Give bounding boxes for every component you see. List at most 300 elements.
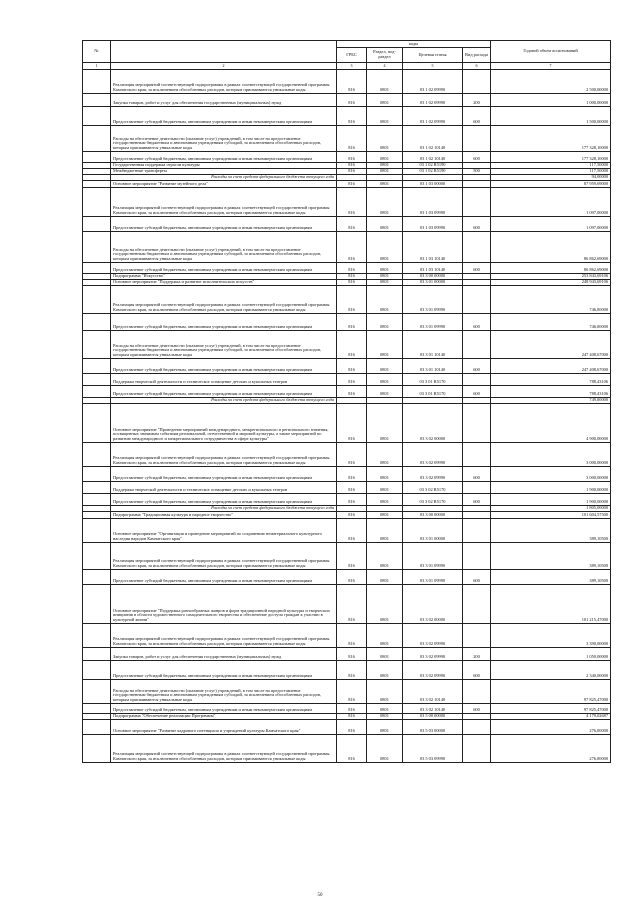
item-name-cell: Подпрограмма "Обеспечение реализации Программы": [111, 714, 337, 720]
annual-sum-cell: 2 500,00000: [491, 70, 611, 94]
expense-type-cell: 600: [463, 314, 491, 331]
target-article-cell: 03 3 01 00000: [403, 280, 463, 286]
grbs-cell: 816: [337, 232, 367, 263]
annual-sum-cell: 1 000,00000: [491, 94, 611, 107]
header-annual-sum: Годовой объем ассигнований: [491, 41, 611, 63]
item-name-cell: Предоставление субсидий бюджетным, автономным учреждениям и иным некоммерческим организациям: [111, 152, 337, 163]
razdel-cell: 0801: [367, 404, 403, 443]
razdel-cell: 0801: [367, 624, 403, 648]
table-row: [83, 543, 611, 570]
grbs-cell: 816: [337, 314, 367, 331]
annual-sum-cell: 746,00000: [491, 314, 611, 331]
target-article-cell: 03 1 02 10140: [403, 126, 463, 152]
item-name-cell: Основное мероприятие "Организация и проведение мероприятий по сохранению нематериального культурного наследия народов Камчатского края": [111, 519, 337, 543]
annual-sum-cell: 4 179,02687: [491, 714, 611, 720]
row-number-cell: [83, 94, 111, 107]
page-number: 50: [317, 893, 323, 898]
table-row: [83, 374, 611, 386]
item-name-cell: Основное мероприятие "Развитие музейного дела": [111, 181, 337, 188]
annual-sum-cell: 1 900,00000: [491, 494, 611, 506]
expense-type-cell: 600: [463, 152, 491, 163]
item-name-cell: Поддержка творческой деятельности и техническое оснащение детских и кукольных театров: [111, 374, 337, 386]
razdel-cell: 0801: [367, 680, 403, 704]
target-article-cell: 03 3 02 R5170: [403, 494, 463, 506]
expense-type-cell: 600: [463, 263, 491, 274]
annual-sum-cell: 117,50000: [491, 163, 611, 169]
target-article-cell: 03 1 02 09990: [403, 94, 463, 107]
razdel-cell: 0801: [367, 543, 403, 570]
row-number-cell: [83, 181, 111, 188]
item-name-cell: Реализация мероприятий соответствующей подпрограммы в рамках соответствующей государственной программы Камчатского края, за исключением обособленных расходов, которым присваиваются уникальные коды: [111, 188, 337, 217]
grbs-cell: 816: [337, 624, 367, 648]
table-row: [83, 735, 611, 763]
header-name: [111, 41, 337, 63]
table-row: [83, 152, 611, 163]
row-number-cell: [83, 374, 111, 386]
table-row: [83, 286, 611, 314]
grbs-cell: 816: [337, 152, 367, 163]
item-name-cell: Основное мероприятие "Поддержка разнообразных жанров и форм традиционной народной культуры и творческих инициатив в области художественного самодеятельного творчества и обеспечение доступа граждан к участию в культурной жизни": [111, 585, 337, 624]
table-row: [83, 585, 611, 624]
razdel-cell: 0801: [367, 720, 403, 735]
expense-type-cell: [463, 735, 491, 763]
razdel-cell: 0801: [367, 714, 403, 720]
column-number: 5: [403, 63, 463, 70]
razdel-cell: 0801: [367, 70, 403, 94]
item-name-cell: Расходы за счет средств федерального бюджета текущего года: [111, 506, 337, 512]
annual-sum-cell: 3 000,00000: [491, 467, 611, 482]
annual-sum-cell: 86 862,69000: [491, 263, 611, 274]
grbs-cell: 816: [337, 680, 367, 704]
target-article-cell: 03 3 01 10140: [403, 359, 463, 374]
target-article-cell: 03 1 02 R5190: [403, 163, 463, 169]
target-article-cell: 03 3 02 10140: [403, 704, 463, 714]
table-header: [83, 41, 611, 70]
item-name-cell: Предоставление субсидий бюджетным, автономным учреждениям и иным некоммерческим организациям: [111, 661, 337, 680]
row-number-cell: [83, 624, 111, 648]
table-row: [83, 720, 611, 735]
razdel-cell: 0801: [367, 374, 403, 386]
grbs-cell: 816: [337, 661, 367, 680]
razdel-cell: 0801: [367, 217, 403, 232]
annual-sum-cell: 1 097,00000: [491, 188, 611, 217]
row-number-cell: [83, 735, 111, 763]
table-row: [83, 188, 611, 217]
item-name-cell: Предоставление субсидий бюджетным, автономным учреждениям и иным некоммерческим организациям: [111, 704, 337, 714]
table-row: [83, 70, 611, 94]
expense-type-cell: [463, 126, 491, 152]
row-number-cell: [83, 482, 111, 494]
expense-type-cell: [463, 512, 491, 519]
grbs-cell: 816: [337, 263, 367, 274]
annual-sum-cell: 276,00000: [491, 720, 611, 735]
row-number-cell: [83, 570, 111, 585]
item-name-cell: Реализация мероприятий соответствующей подпрограммы в рамках соответствующей государственной программы Камчатского края, за исключением обособленных расходов, которым присваиваются уникальные коды: [111, 624, 337, 648]
target-article-cell: 03 3 00 00000: [403, 274, 463, 280]
expense-type-cell: [463, 181, 491, 188]
item-name-cell: Предоставление субсидий бюджетным, автономным учреждениям и иным некоммерческим организациям: [111, 263, 337, 274]
document-page: [82, 40, 610, 763]
table-row: [83, 704, 611, 714]
target-article-cell: 03 3 02 00000: [403, 404, 463, 443]
grbs-cell: 816: [337, 494, 367, 506]
item-name-cell: Расходы на обеспечение деятельности (оказание услуг) учреждений, в том числе на предоставление государственным бюджетным и автономным учреждениям субсидий, за исключением обособленных расходов, которым присваиваются уникальные коды: [111, 232, 337, 263]
item-name-cell: Предоставление субсидий бюджетным, автономным учреждениям и иным некоммерческим организациям: [111, 359, 337, 374]
expense-type-cell: [463, 286, 491, 314]
annual-sum-cell: 389,10500: [491, 519, 611, 543]
column-number: 3: [337, 63, 367, 70]
annual-sum-cell: 247 408,67000: [491, 359, 611, 374]
grbs-cell: 816: [337, 519, 367, 543]
row-number-cell: [83, 386, 111, 398]
row-number-cell: [83, 680, 111, 704]
row-number-cell: [83, 543, 111, 570]
target-article-cell: 03 3 01 R5170: [403, 374, 463, 386]
annual-sum-cell: 2 340,00000: [491, 661, 611, 680]
column-numbers-row: [83, 63, 611, 70]
header-razdel: Раздел, под-раздел: [367, 48, 403, 63]
expense-type-cell: 200: [463, 94, 491, 107]
row-number-cell: [83, 331, 111, 359]
row-number-cell: [83, 494, 111, 506]
grbs-cell: 816: [337, 181, 367, 188]
razdel-cell: 0801: [367, 314, 403, 331]
target-article-cell: 03 5 00 00000: [403, 714, 463, 720]
annual-sum-cell: 1 097,00000: [491, 217, 611, 232]
item-name-cell: Закупка товаров, работ и услуг для обеспечения государственных (муниципальных) нужд: [111, 94, 337, 107]
expense-type-cell: [463, 232, 491, 263]
target-article-cell: 03 1 03 10140: [403, 232, 463, 263]
razdel-cell: 0801: [367, 263, 403, 274]
annual-sum-cell: 3 000,00000: [491, 443, 611, 467]
expense-type-cell: [463, 543, 491, 570]
item-name-cell: Реализация мероприятий соответствующей подпрограммы в рамках соответствующей государственной программы Камчатского края, за исключением обособленных расходов, которым присваиваются уникальные коды: [111, 735, 337, 763]
grbs-cell: 816: [337, 188, 367, 217]
grbs-cell: 816: [337, 720, 367, 735]
target-article-cell: 03 1 03 10140: [403, 263, 463, 274]
target-article-cell: 03 1 03 00000: [403, 181, 463, 188]
expense-type-cell: 200: [463, 648, 491, 661]
header-target-article: Целевая статья: [403, 48, 463, 63]
target-article-cell: 03 1 02 09990: [403, 107, 463, 126]
target-article-cell: 03 3 01 R5170: [403, 386, 463, 398]
row-number-cell: [83, 152, 111, 163]
razdel-cell: 0801: [367, 280, 403, 286]
annual-sum-cell: 97 825,47000: [491, 680, 611, 704]
expense-type-cell: 600: [463, 467, 491, 482]
grbs-cell: 816: [337, 482, 367, 494]
table-row: [83, 570, 611, 585]
target-article-cell: 03 3 01 00000: [403, 519, 463, 543]
razdel-cell: 0801: [367, 570, 403, 585]
grbs-cell: 816: [337, 704, 367, 714]
grbs-cell: 816: [337, 94, 367, 107]
target-article-cell: 03 5 03 00000: [403, 720, 463, 735]
annual-sum-cell: 86 862,69000: [491, 232, 611, 263]
annual-sum-cell: 1 805,00000: [491, 506, 611, 512]
expense-type-cell: [463, 624, 491, 648]
annual-sum-cell: 1 900,00000: [491, 482, 611, 494]
annual-sum-cell: 247 408,67000: [491, 331, 611, 359]
table-row: [83, 314, 611, 331]
razdel-cell: 0801: [367, 163, 403, 169]
annual-sum-cell: 4 900,00000: [491, 404, 611, 443]
razdel-cell: 0801: [367, 519, 403, 543]
annual-sum-cell: 1 050,00000: [491, 648, 611, 661]
table-row: [83, 181, 611, 188]
target-article-cell: 03 3 01 10140: [403, 331, 463, 359]
grbs-cell: 816: [337, 386, 367, 398]
razdel-cell: 0801: [367, 181, 403, 188]
table-row: [83, 680, 611, 704]
row-number-cell: [83, 314, 111, 331]
item-name-cell: Основное мероприятие "Поддержка и развитие исполнительских искусств": [111, 280, 337, 286]
grbs-cell: 816: [337, 70, 367, 94]
grbs-cell: 816: [337, 714, 367, 720]
item-name-cell: Реализация мероприятий соответствующей подпрограммы в рамках соответствующей государственной программы Камчатского края, за исключением обособленных расходов, которым присваиваются уникальные коды: [111, 443, 337, 467]
expense-type-cell: 600: [463, 661, 491, 680]
table-row: [83, 404, 611, 443]
expense-type-cell: [463, 188, 491, 217]
grbs-cell: 816: [337, 374, 367, 386]
item-name-cell: Реализация мероприятий соответствующей подпрограммы в рамках соответствующей государственной программы Камчатского края, за исключением обособленных расходов, которым присваиваются уникальные коды: [111, 286, 337, 314]
row-number-cell: [83, 188, 111, 217]
annual-sum-cell: 389,10500: [491, 543, 611, 570]
target-article-cell: 03 1 02 10140: [403, 152, 463, 163]
razdel-cell: 0801: [367, 331, 403, 359]
razdel-cell: 0801: [367, 359, 403, 374]
expense-type-cell: [463, 519, 491, 543]
razdel-cell: 0801: [367, 704, 403, 714]
row-number-cell: [83, 263, 111, 274]
row-number-cell: [83, 585, 111, 624]
table-row: [83, 386, 611, 398]
expense-type-cell: [463, 70, 491, 94]
item-name-cell: Поддержка творческой деятельности и техническое оснащение детских и кукольных театров: [111, 482, 337, 494]
item-name-cell: Государственная поддержка отрасли культуры: [111, 163, 337, 169]
razdel-cell: 0801: [367, 482, 403, 494]
grbs-cell: 816: [337, 443, 367, 467]
grbs-cell: 816: [337, 169, 367, 175]
annual-sum-cell: 389,10500: [491, 570, 611, 585]
row-number-cell: [83, 648, 111, 661]
razdel-cell: 0801: [367, 661, 403, 680]
grbs-cell: 816: [337, 126, 367, 152]
table-row: [83, 519, 611, 543]
razdel-cell: 0801: [367, 107, 403, 126]
item-name-cell: Расходы на обеспечение деятельности (оказание услуг) учреждений, в том числе на предоставление государственным бюджетным и автономным учреждениям субсидий, за исключением обособленных расходов, которым присваиваются уникальные коды: [111, 680, 337, 704]
column-number: 6: [463, 63, 491, 70]
item-name-cell: Предоставление субсидий бюджетным, автономным учреждениям и иным некоммерческим организациям: [111, 570, 337, 585]
annual-sum-cell: 788,43106: [491, 386, 611, 398]
razdel-cell: 0801: [367, 386, 403, 398]
table-row: [83, 494, 611, 506]
table-row: [83, 661, 611, 680]
row-number-cell: [83, 704, 111, 714]
item-name-cell: Межбюджетные трансферты: [111, 169, 337, 175]
grbs-cell: 816: [337, 331, 367, 359]
expense-type-cell: 600: [463, 107, 491, 126]
row-number-cell: [83, 232, 111, 263]
table-row: [83, 624, 611, 648]
table-row: [83, 482, 611, 494]
razdel-cell: 0801: [367, 94, 403, 107]
column-number: 1: [83, 63, 111, 70]
annual-sum-cell: 788,43106: [491, 374, 611, 386]
expense-type-cell: [463, 374, 491, 386]
item-name-cell: Основное мероприятие "Проведение мероприятий международного, межрегионального и регионального значения, посвященных значимым событиям региональной, отечественной и мировой культуры, а также мероприятий по развитию международного и межрегионального сотрудничества в сфере культуры": [111, 404, 337, 443]
row-number-cell: [83, 217, 111, 232]
item-name-cell: Расходы за счет средств федерального бюджета текущего года: [111, 398, 337, 404]
table-body: [83, 70, 611, 763]
target-article-cell: 03 3 01 09990: [403, 543, 463, 570]
grbs-cell: 816: [337, 280, 367, 286]
item-name-cell: Предоставление субсидий бюджетным, автономным учреждениям и иным некоммерческим организациям: [111, 314, 337, 331]
table-row: [83, 107, 611, 126]
target-article-cell: 03 3 02 00000: [403, 585, 463, 624]
item-name-cell: Предоставление субсидий бюджетным, автономным учреждениям и иным некоммерческим организациям: [111, 494, 337, 506]
table-row: [83, 126, 611, 152]
item-name-cell: Закупка товаров, работ и услуг для обеспечения государственных (муниципальных) нужд: [111, 648, 337, 661]
grbs-cell: 816: [337, 585, 367, 624]
target-article-cell: 03 3 02 09990: [403, 467, 463, 482]
row-number-cell: [83, 661, 111, 680]
grbs-cell: 816: [337, 217, 367, 232]
table-row: [83, 512, 611, 519]
grbs-cell: 816: [337, 467, 367, 482]
item-name-cell: Предоставление субсидий бюджетным, автономным учреждениям и иным некоммерческим организациям: [111, 386, 337, 398]
razdel-cell: 0801: [367, 152, 403, 163]
target-article-cell: 03 1 03 09990: [403, 188, 463, 217]
row-number-cell: [83, 107, 111, 126]
target-article-cell: 03 3 02 09990: [403, 661, 463, 680]
item-name-cell: Предоставление субсидий бюджетным, автономным учреждениям и иным некоммерческим организациям: [111, 467, 337, 482]
annual-sum-cell: 749,00000: [491, 398, 611, 404]
annual-sum-cell: 276,00000: [491, 735, 611, 763]
table-row: [83, 94, 611, 107]
target-article-cell: 03 3 02 09990: [403, 443, 463, 467]
annual-sum-cell: 253 843,69106: [491, 274, 611, 280]
item-name-cell: Реализация мероприятий соответствующей подпрограммы в рамках соответствующей государственной программы Камчатского края, за исключением обособленных расходов, которым присваиваются уникальные коды: [111, 70, 337, 94]
target-article-cell: 03 1 02 09990: [403, 70, 463, 94]
annual-sum-cell: 94,00000: [491, 175, 611, 181]
target-article-cell: 03 3 02 10140: [403, 680, 463, 704]
target-article-cell: 03 3 02 R5170: [403, 482, 463, 494]
item-name-cell: Расходы на обеспечение деятельности (оказание услуг) учреждений, в том числе на предоставление государственным бюджетным и автономным учреждениям субсидий, за исключением обособленных расходов, которым присваиваются уникальные коды: [111, 331, 337, 359]
expense-type-cell: 500: [463, 169, 491, 175]
expense-type-cell: [463, 680, 491, 704]
annual-sum-cell: 248 943,69106: [491, 280, 611, 286]
column-number: 2: [111, 63, 337, 70]
annual-sum-cell: 3 390,00000: [491, 624, 611, 648]
item-name-cell: Расходы за счет средств федерального бюджета текущего года: [111, 175, 337, 181]
razdel-cell: 0801: [367, 585, 403, 624]
expense-type-cell: 600: [463, 494, 491, 506]
razdel-cell: 0801: [367, 443, 403, 467]
razdel-cell: 0801: [367, 512, 403, 519]
grbs-cell: 816: [337, 286, 367, 314]
table-row: [83, 443, 611, 467]
row-number-cell: [83, 404, 111, 443]
expense-type-cell: [463, 404, 491, 443]
expense-type-cell: 600: [463, 386, 491, 398]
annual-sum-cell: 97 825,47000: [491, 704, 611, 714]
row-number-cell: [83, 720, 111, 735]
razdel-cell: 0801: [367, 467, 403, 482]
table-row: [83, 263, 611, 274]
header-number: №: [83, 41, 111, 63]
grbs-cell: 816: [337, 543, 367, 570]
expense-type-cell: 600: [463, 570, 491, 585]
target-article-cell: 03 1 03 09990: [403, 217, 463, 232]
target-article-cell: 03 3 01 09990: [403, 570, 463, 585]
row-number-cell: [83, 126, 111, 152]
target-article-cell: 03 3 01 09990: [403, 314, 463, 331]
grbs-cell: 816: [337, 359, 367, 374]
item-name-cell: Расходы на обеспечение деятельности (оказание услуг) учреждений, в том числе на предоставление государственным бюджетным и автономным учреждениям субсидий, за исключением обособленных расходов, которым присваиваются уникальные коды: [111, 126, 337, 152]
razdel-cell: 0801: [367, 648, 403, 661]
table-row: [83, 467, 611, 482]
row-number-cell: [83, 467, 111, 482]
annual-sum-cell: 117,50000: [491, 169, 611, 175]
item-name-cell: Предоставление субсидий бюджетным, автономным учреждениям и иным некоммерческим организациям: [111, 217, 337, 232]
grbs-cell: 816: [337, 274, 367, 280]
target-article-cell: 03 3 02 09990: [403, 648, 463, 661]
header-grbs: ГРБС: [337, 48, 367, 63]
annual-sum-cell: 177 328,10000: [491, 152, 611, 163]
target-article-cell: 03 1 02 R5190: [403, 169, 463, 175]
razdel-cell: 0801: [367, 188, 403, 217]
table-row: [83, 217, 611, 232]
expense-type-cell: 600: [463, 359, 491, 374]
expense-type-cell: [463, 331, 491, 359]
row-number-cell: [83, 359, 111, 374]
budget-table: [82, 40, 611, 763]
razdel-cell: 0801: [367, 735, 403, 763]
table-row: [83, 331, 611, 359]
item-name-cell: Предоставление субсидий бюджетным, автономным учреждениям и иным некоммерческим организациям: [111, 107, 337, 126]
target-article-cell: 03 3 01 09990: [403, 286, 463, 314]
grbs-cell: 816: [337, 107, 367, 126]
grbs-cell: 816: [337, 163, 367, 169]
razdel-cell: 0801: [367, 274, 403, 280]
annual-sum-cell: 746,00000: [491, 286, 611, 314]
row-number-cell: [83, 70, 111, 94]
expense-type-cell: [463, 482, 491, 494]
expense-type-cell: [463, 720, 491, 735]
column-number: 7: [491, 63, 611, 70]
row-number-cell: [83, 512, 111, 519]
table-row: [83, 359, 611, 374]
item-name-cell: Основное мероприятие "Развитие кадрового потенциала и учреждений культуры Камчатского края": [111, 720, 337, 735]
item-name-cell: Подпрограмма "Традиционная культура и народное творчество": [111, 512, 337, 519]
column-number: 4: [367, 63, 403, 70]
item-name-cell: Подпрограмма "Искусство": [111, 274, 337, 280]
table-row: [83, 648, 611, 661]
expense-type-cell: [463, 443, 491, 467]
razdel-cell: 0801: [367, 494, 403, 506]
row-number-cell: [83, 286, 111, 314]
item-name-cell: Реализация мероприятий соответствующей подпрограммы в рамках соответствующей государственной программы Камчатского края, за исключением обособленных расходов, которым присваиваются уникальные коды: [111, 543, 337, 570]
annual-sum-cell: 1 500,00000: [491, 107, 611, 126]
razdel-cell: 0801: [367, 126, 403, 152]
expense-type-cell: 600: [463, 704, 491, 714]
razdel-cell: 0801: [367, 286, 403, 314]
grbs-cell: 816: [337, 404, 367, 443]
annual-sum-cell: 177 328,10000: [491, 126, 611, 152]
annual-sum-cell: 87 959,69000: [491, 181, 611, 188]
grbs-cell: 816: [337, 648, 367, 661]
